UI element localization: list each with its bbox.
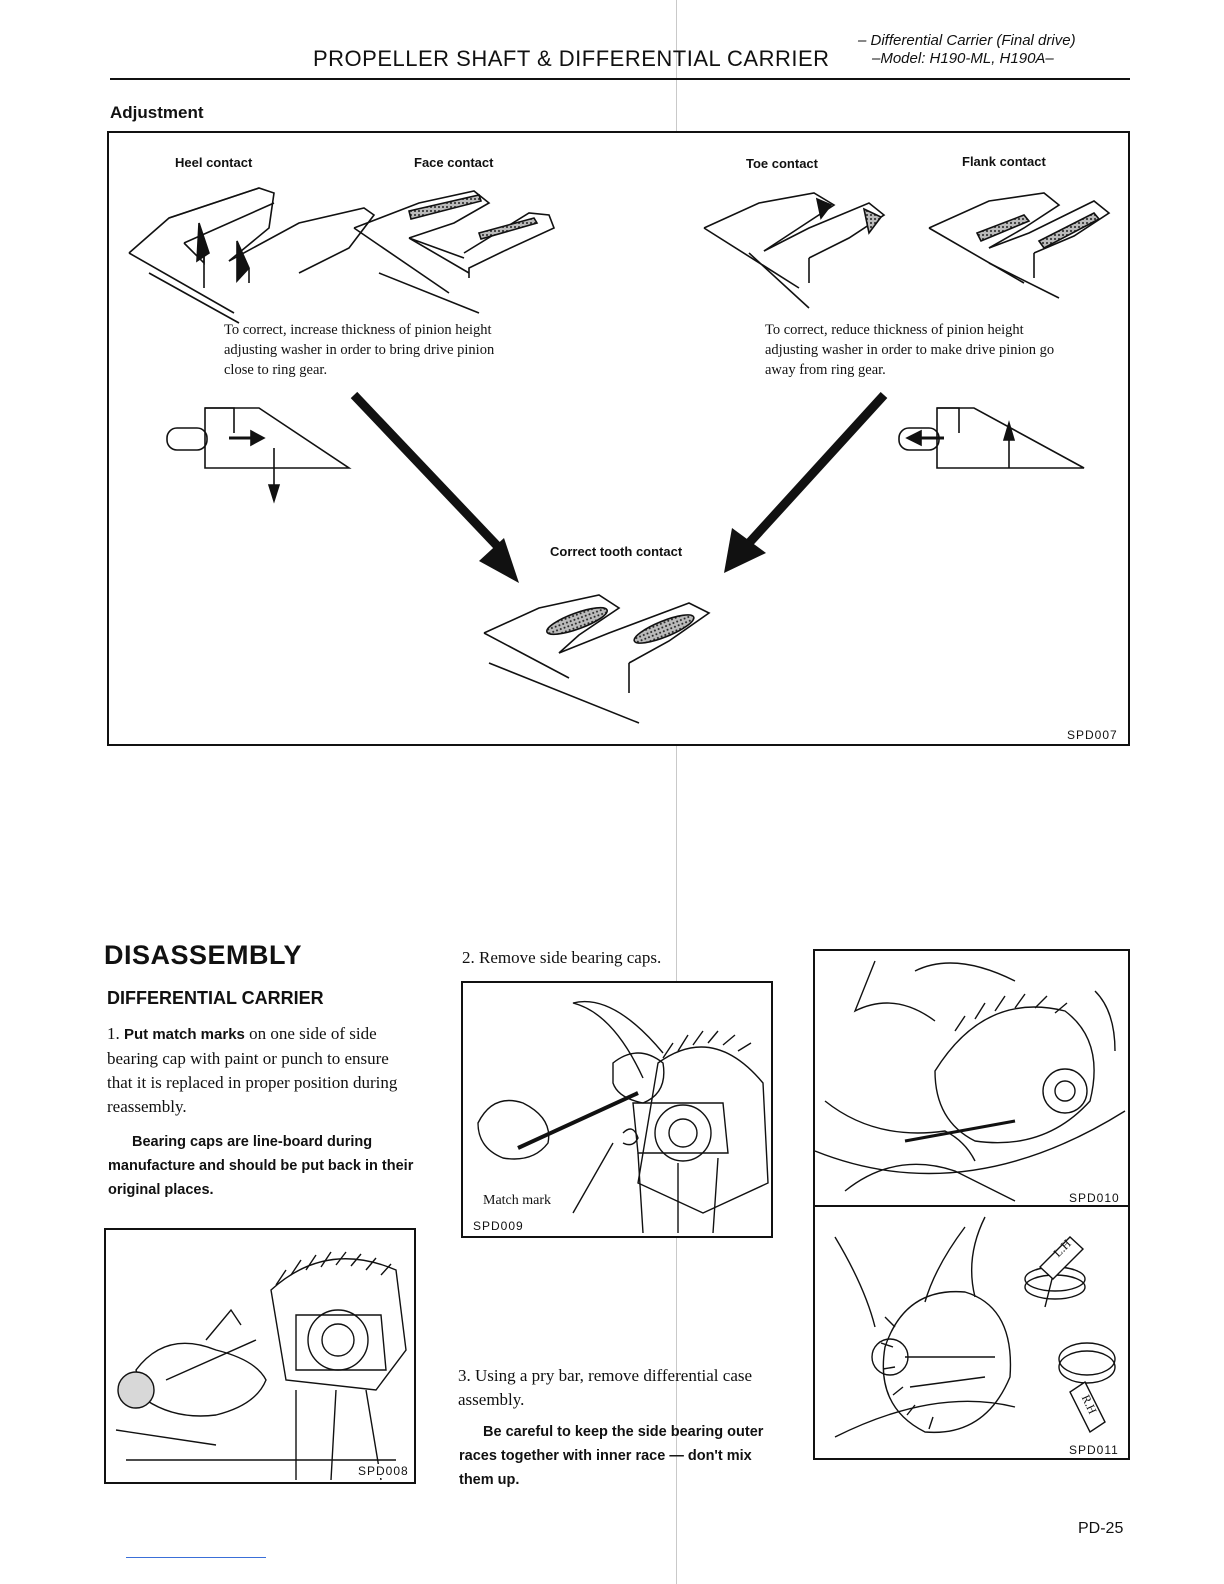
- arrow-to-correct-left: [354, 395, 519, 583]
- flank-contact-label: Flank contact: [962, 154, 1046, 169]
- page-number: PD-25: [1078, 1520, 1124, 1537]
- match-mark-label: Match mark: [483, 1193, 552, 1208]
- adjustment-title: Adjustment: [110, 103, 204, 122]
- figure-spd008-code: SPD008: [358, 1464, 409, 1478]
- section-subheading: DIFFERENTIAL CARRIER: [107, 988, 324, 1008]
- correct-contact-label: Correct tooth contact: [550, 544, 683, 559]
- figure-spd008: [104, 1228, 416, 1484]
- figure-code: SPD007: [1067, 728, 1118, 742]
- tooth-contact-diagram: [109, 133, 1128, 744]
- header-subtitle-line2: –Model: H190-ML, H190A–: [872, 50, 1054, 67]
- footer-mark: [126, 1557, 266, 1558]
- figure-spd009: [461, 981, 773, 1238]
- caution-3-text: Be careful to keep the side bearing outer races together with inner race — don't mix them up.: [459, 1424, 764, 1488]
- adjustment-figure: [107, 131, 1130, 746]
- correct-contact-teeth: [484, 595, 709, 723]
- bearing-races-tagging-drawing: [815, 1207, 1128, 1458]
- section-heading: DISASSEMBLY: [104, 940, 303, 970]
- side-bearing-cap-marking-drawing: [106, 1230, 414, 1482]
- caution-1: [108, 1130, 418, 1202]
- heel-contact-teeth: [129, 188, 374, 323]
- tag-rh-label: R.H: [1078, 1392, 1100, 1417]
- header-title: PROPELLER SHAFT & DIFFERENTIAL CARRIER: [313, 46, 830, 71]
- step-1-emphasis: Put match marks: [124, 1026, 245, 1043]
- heel-contact-label: Heel contact: [175, 155, 253, 170]
- pinion-move-out-symbol: [899, 408, 1084, 468]
- face-contact-label: Face contact: [414, 155, 494, 170]
- pry-bar-removal-drawing: [815, 951, 1128, 1205]
- figure-spd011-code: SPD011: [1069, 1443, 1119, 1457]
- flank-contact-teeth: [929, 193, 1109, 298]
- step-3-text: 3. Using a pry bar, remove differential case assembly.: [458, 1366, 753, 1409]
- toe-contact-label: Toe contact: [746, 156, 818, 171]
- pinion-move-in-symbol: [167, 408, 349, 501]
- caution-3: [459, 1420, 771, 1492]
- figure-spd010: [813, 949, 1130, 1207]
- step-1-body: on one side of side bearing cap with paint or punch to ensure that it is replaced in proper position during reassembly.: [107, 1024, 398, 1116]
- caution-1-text: Bearing caps are line-board during manufacture and should be put back in their original places.: [108, 1134, 414, 1198]
- face-contact-teeth: [354, 191, 554, 313]
- tag-lh-label: L.H: [1050, 1236, 1074, 1260]
- step-2-text: 2. Remove side bearing caps.: [462, 948, 662, 967]
- step-1-number: 1.: [107, 1024, 120, 1043]
- correction-note-left: To correct, increase thickness of pinion height adjusting washer in order to bring drive pinion close to ring gear.: [224, 322, 495, 378]
- figure-spd009-code: SPD009: [473, 1219, 524, 1233]
- figure-spd011: [813, 1205, 1130, 1460]
- figure-spd010-code: SPD010: [1069, 1191, 1120, 1205]
- toe-contact-teeth: [704, 193, 884, 308]
- header-rule: [110, 78, 1130, 80]
- arrow-to-correct-right: [724, 395, 884, 573]
- step-1-text: [107, 1022, 417, 1119]
- header-subtitle-line1: – Differential Carrier (Final drive): [858, 32, 1076, 49]
- correction-note-right: To correct, reduce thickness of pinion height adjusting washer in order to make drive pinion go away from ring gear.: [765, 322, 1055, 378]
